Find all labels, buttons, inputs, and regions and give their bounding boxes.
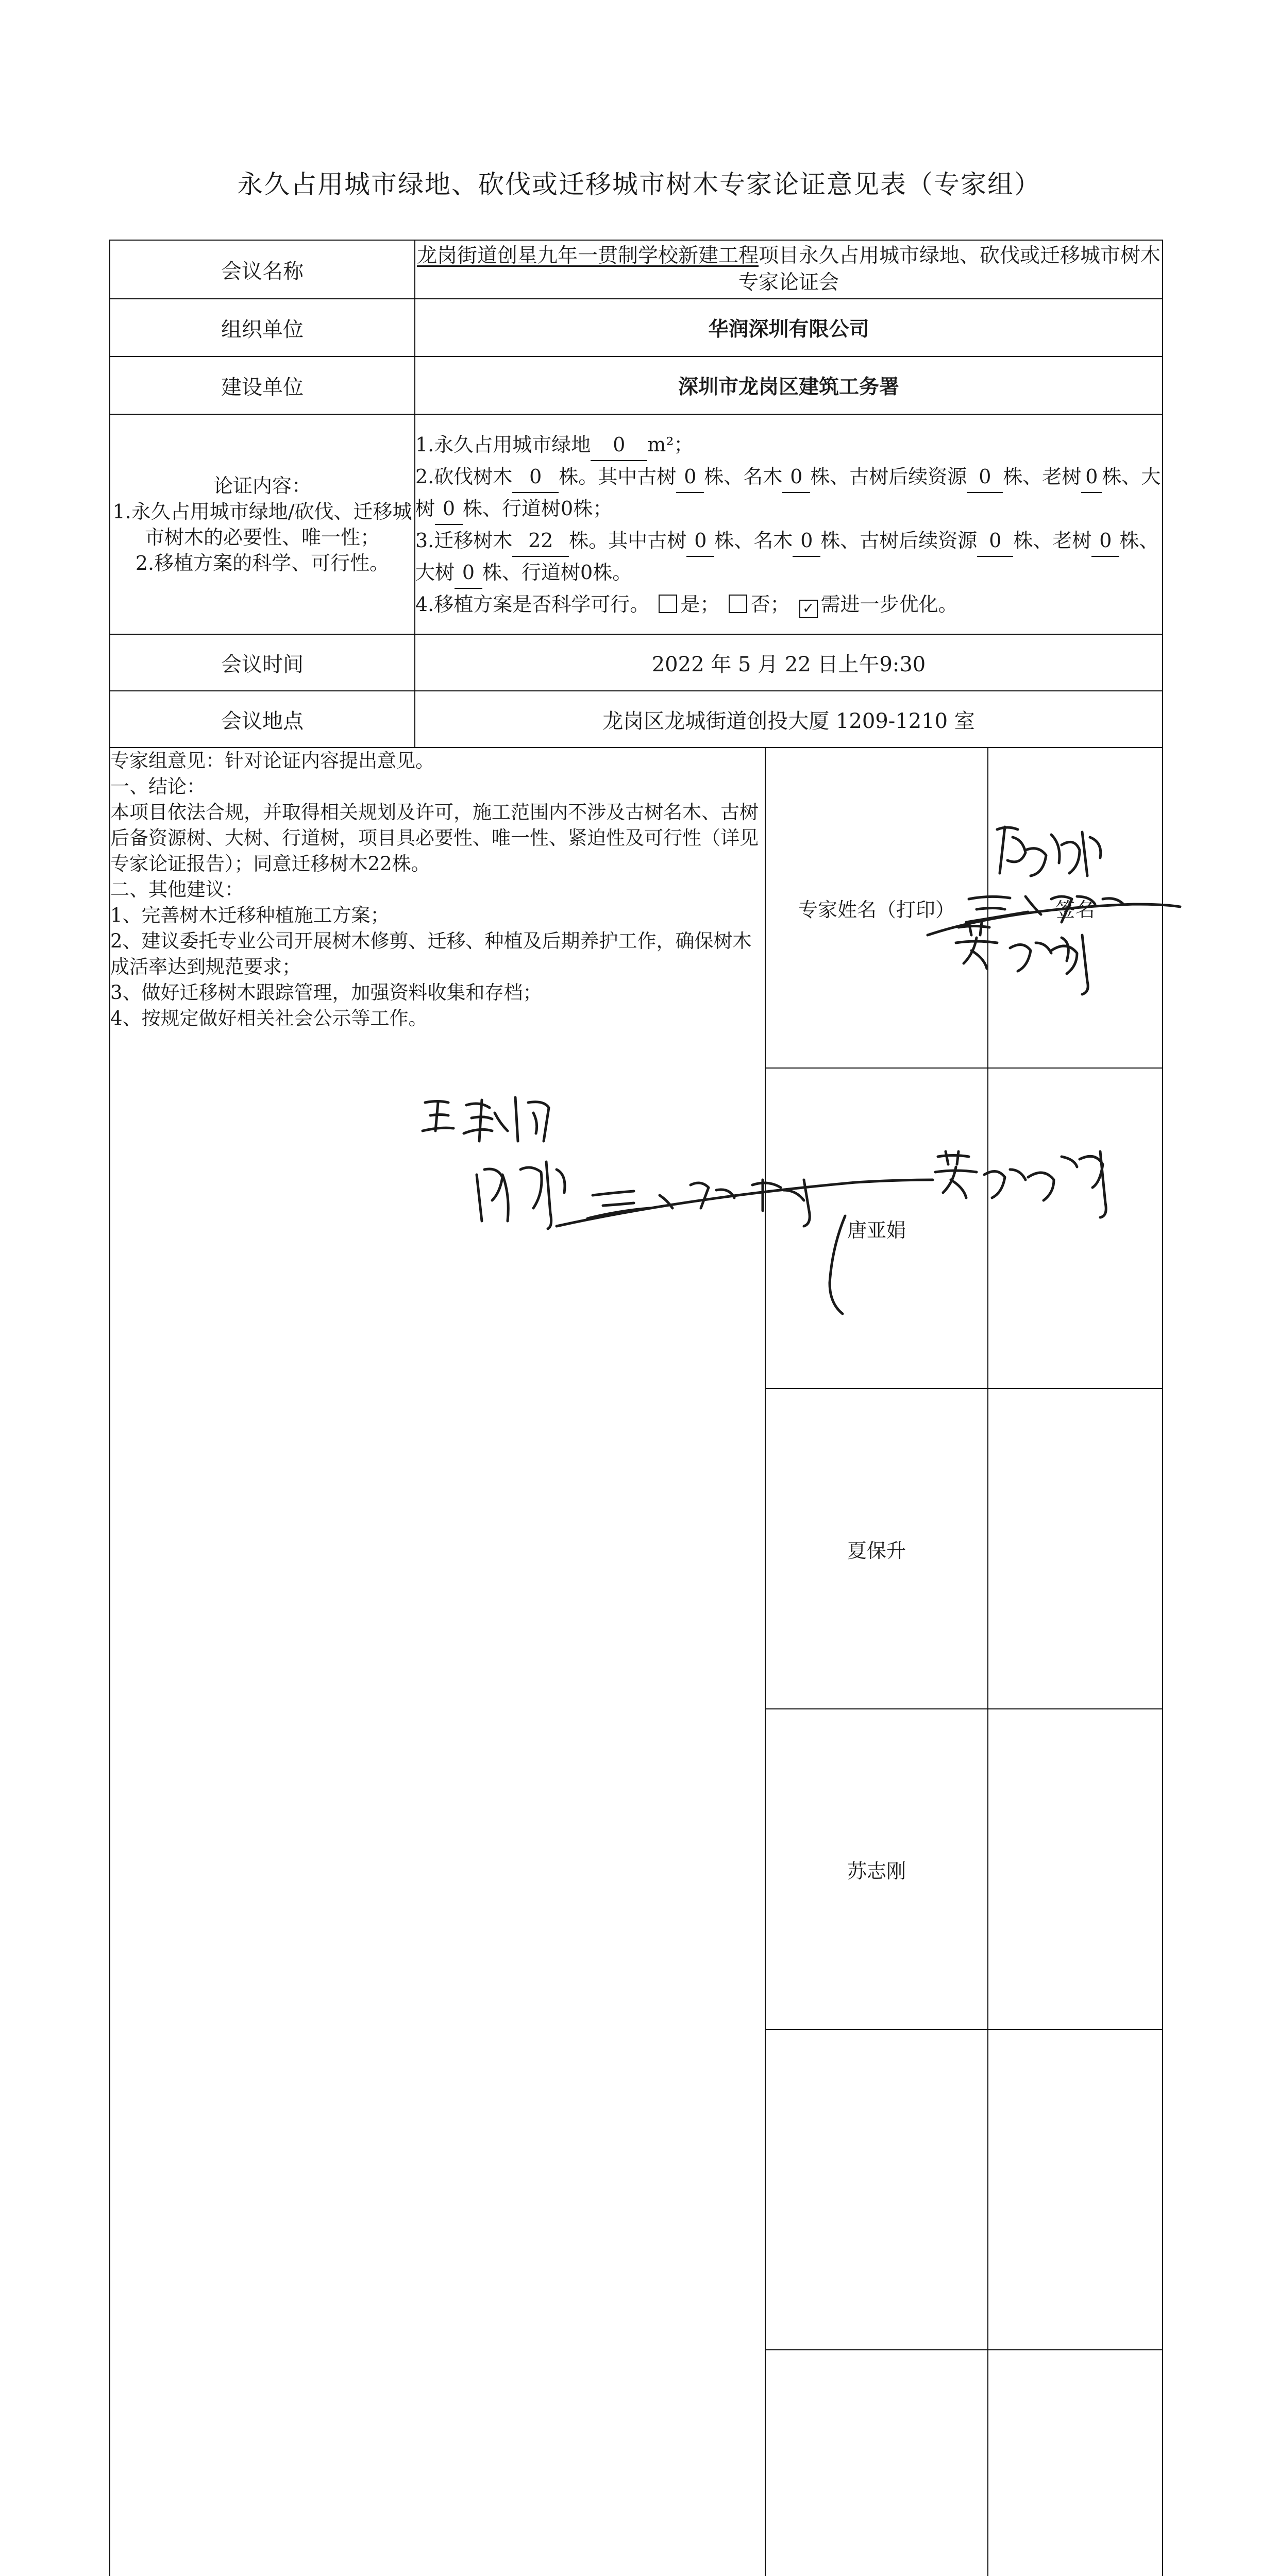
option-no-checkbox xyxy=(729,595,747,613)
cut-old-value: 0 xyxy=(1081,461,1102,493)
expert-name-header: 专家姓名（打印） xyxy=(766,748,988,1068)
text: 株、老树 xyxy=(1003,465,1082,488)
meeting-place-label: 会议地点 xyxy=(110,691,415,748)
content-label xyxy=(110,414,415,634)
opinion-line: 一、结论： xyxy=(110,775,206,798)
text: 2.砍伐树木 xyxy=(415,465,513,488)
expert-sign-header: 签名 xyxy=(988,748,1162,1068)
opinion-line: 3、做好迁移树木跟踪管理，加强资料收集和存档； xyxy=(110,981,542,1004)
text: 株、行道树0株； xyxy=(463,497,613,520)
expert-name: 苏志刚 xyxy=(766,1709,988,2029)
cut-famous-value: 0 xyxy=(782,461,810,493)
content-line-2 xyxy=(415,461,1162,525)
meeting-name-suffix: 项目永久占用城市绿地、砍伐或迁移城市树木专家论证会 xyxy=(738,244,1161,294)
empty-cell xyxy=(988,2350,1162,2576)
builder-label: 建设单位 xyxy=(110,357,415,414)
option-optimize-checkbox: ✓ xyxy=(799,600,818,618)
option-yes-checkbox xyxy=(659,595,677,613)
organizer-value: 华润深圳有限公司 xyxy=(415,299,1163,357)
meeting-project-name: 龙岗街道创星九年一贯制学校新建工程 xyxy=(416,244,759,267)
cut-total-value: 0 xyxy=(512,461,559,493)
move-ancient-value: 0 xyxy=(686,525,714,557)
row-meeting-place xyxy=(110,691,1163,748)
row-organizer xyxy=(110,299,1163,357)
organizer-label: 组织单位 xyxy=(110,299,415,357)
opinion-line: 专家组意见：针对论证内容提出意见。 xyxy=(110,750,434,772)
opinion-line: 二、其他建议： xyxy=(110,878,244,901)
text: 1.永久占用城市绿地 xyxy=(415,433,591,456)
row-meeting-name xyxy=(110,240,1163,299)
text: 株、古树后续资源 xyxy=(810,465,967,488)
text: 3.迁移树木 xyxy=(415,529,513,552)
text: 株、老树 xyxy=(1013,529,1092,552)
expert-list xyxy=(766,748,1162,2576)
option-yes-label: 是； xyxy=(680,592,720,616)
content-label-item-1: 1.永久占用城市绿地/砍伐、迁移城市树木的必要性、唯一性； xyxy=(112,500,412,549)
opinion-line: 2、建议委托专业公司开展树木修剪、迁移、种植及后期养护工作，确保树木成活率达到规范要求； xyxy=(110,930,752,978)
text: m²； xyxy=(647,433,694,456)
meeting-name-label: 会议名称 xyxy=(110,240,415,299)
text: 株、名木 xyxy=(714,529,793,552)
option-optimize-label: 需进一步优化。 xyxy=(820,592,958,616)
content-label-title: 论证内容： xyxy=(213,474,311,497)
text: 株、大树 xyxy=(415,465,1161,520)
text: 4.移植方案是否科学可行。 xyxy=(415,592,650,616)
expert-list-cell xyxy=(765,748,1162,2576)
empty-cell xyxy=(988,2029,1162,2350)
empty-cell xyxy=(766,2350,988,2576)
green-area-value: 0 xyxy=(591,429,647,461)
move-reserve-value: 0 xyxy=(977,525,1013,557)
row-meeting-time xyxy=(110,634,1163,691)
meeting-time-label: 会议时间 xyxy=(110,634,415,691)
expert-opinion-text xyxy=(110,748,765,2576)
expert-signature-cell xyxy=(988,1709,1162,2029)
expert-name: 夏保升 xyxy=(766,1388,988,1709)
content-line-4 xyxy=(415,589,1162,620)
text: 株、名木 xyxy=(704,465,783,488)
option-no-label: 否； xyxy=(750,592,790,616)
builder-value: 深圳市龙岗区建筑工务署 xyxy=(415,357,1163,414)
row-expert-opinion xyxy=(110,748,1163,2576)
opinion-line: 4、按规定做好相关社会公示等工作。 xyxy=(110,1007,428,1029)
content-line-3 xyxy=(415,525,1162,589)
row-builder xyxy=(110,357,1163,414)
text: 株。其中古树 xyxy=(569,529,687,552)
text: 株。其中古树 xyxy=(559,465,677,488)
cut-big-value: 0 xyxy=(435,493,463,525)
opinion-split xyxy=(110,748,1162,2576)
content-label-item-2: 2.移植方案的科学、可行性。 xyxy=(135,551,390,574)
expert-name: 唐亚娟 xyxy=(766,1068,988,1388)
text: 株、行道树0株。 xyxy=(482,561,632,584)
expert-signature-cell xyxy=(988,1068,1162,1388)
move-big-value: 0 xyxy=(455,557,482,589)
text: 株、古树后续资源 xyxy=(820,529,978,552)
expert-opinion-cell xyxy=(110,748,1163,2576)
move-total-value: 22 xyxy=(512,525,569,557)
expert-opinion-form xyxy=(109,240,1163,2576)
meeting-place-value: 龙岗区龙城街道创投大厦 1209-1210 室 xyxy=(415,691,1163,748)
content-line-1 xyxy=(415,429,1162,461)
row-content xyxy=(110,414,1163,634)
opinion-line: 本项目依法合规，并取得相关规划及许可，施工范围内不涉及古树名木、古树后备资源树、大树、行道树，项目具必要性、唯一性、紧迫性及可行性（详见专家论证报告）；同意迁移树木22株。 xyxy=(110,801,759,875)
meeting-time-value: 2022 年 5 月 22 日上午9:30 xyxy=(415,634,1163,691)
expert-signature-cell xyxy=(988,1388,1162,1709)
cut-ancient-value: 0 xyxy=(676,461,704,493)
content-value xyxy=(415,414,1163,634)
move-old-value: 0 xyxy=(1091,525,1119,557)
opinion-line: 1、完善树木迁移种植施工方案； xyxy=(110,904,390,926)
cut-reserve-value: 0 xyxy=(967,461,1003,493)
form-title: 永久占用城市绿地、砍伐或迁移城市树木专家论证意见表（专家组） xyxy=(237,170,1041,199)
move-famous-value: 0 xyxy=(793,525,820,557)
empty-cell xyxy=(766,2029,988,2350)
text: 株、大树 xyxy=(415,529,1159,584)
meeting-name-value xyxy=(415,240,1163,299)
